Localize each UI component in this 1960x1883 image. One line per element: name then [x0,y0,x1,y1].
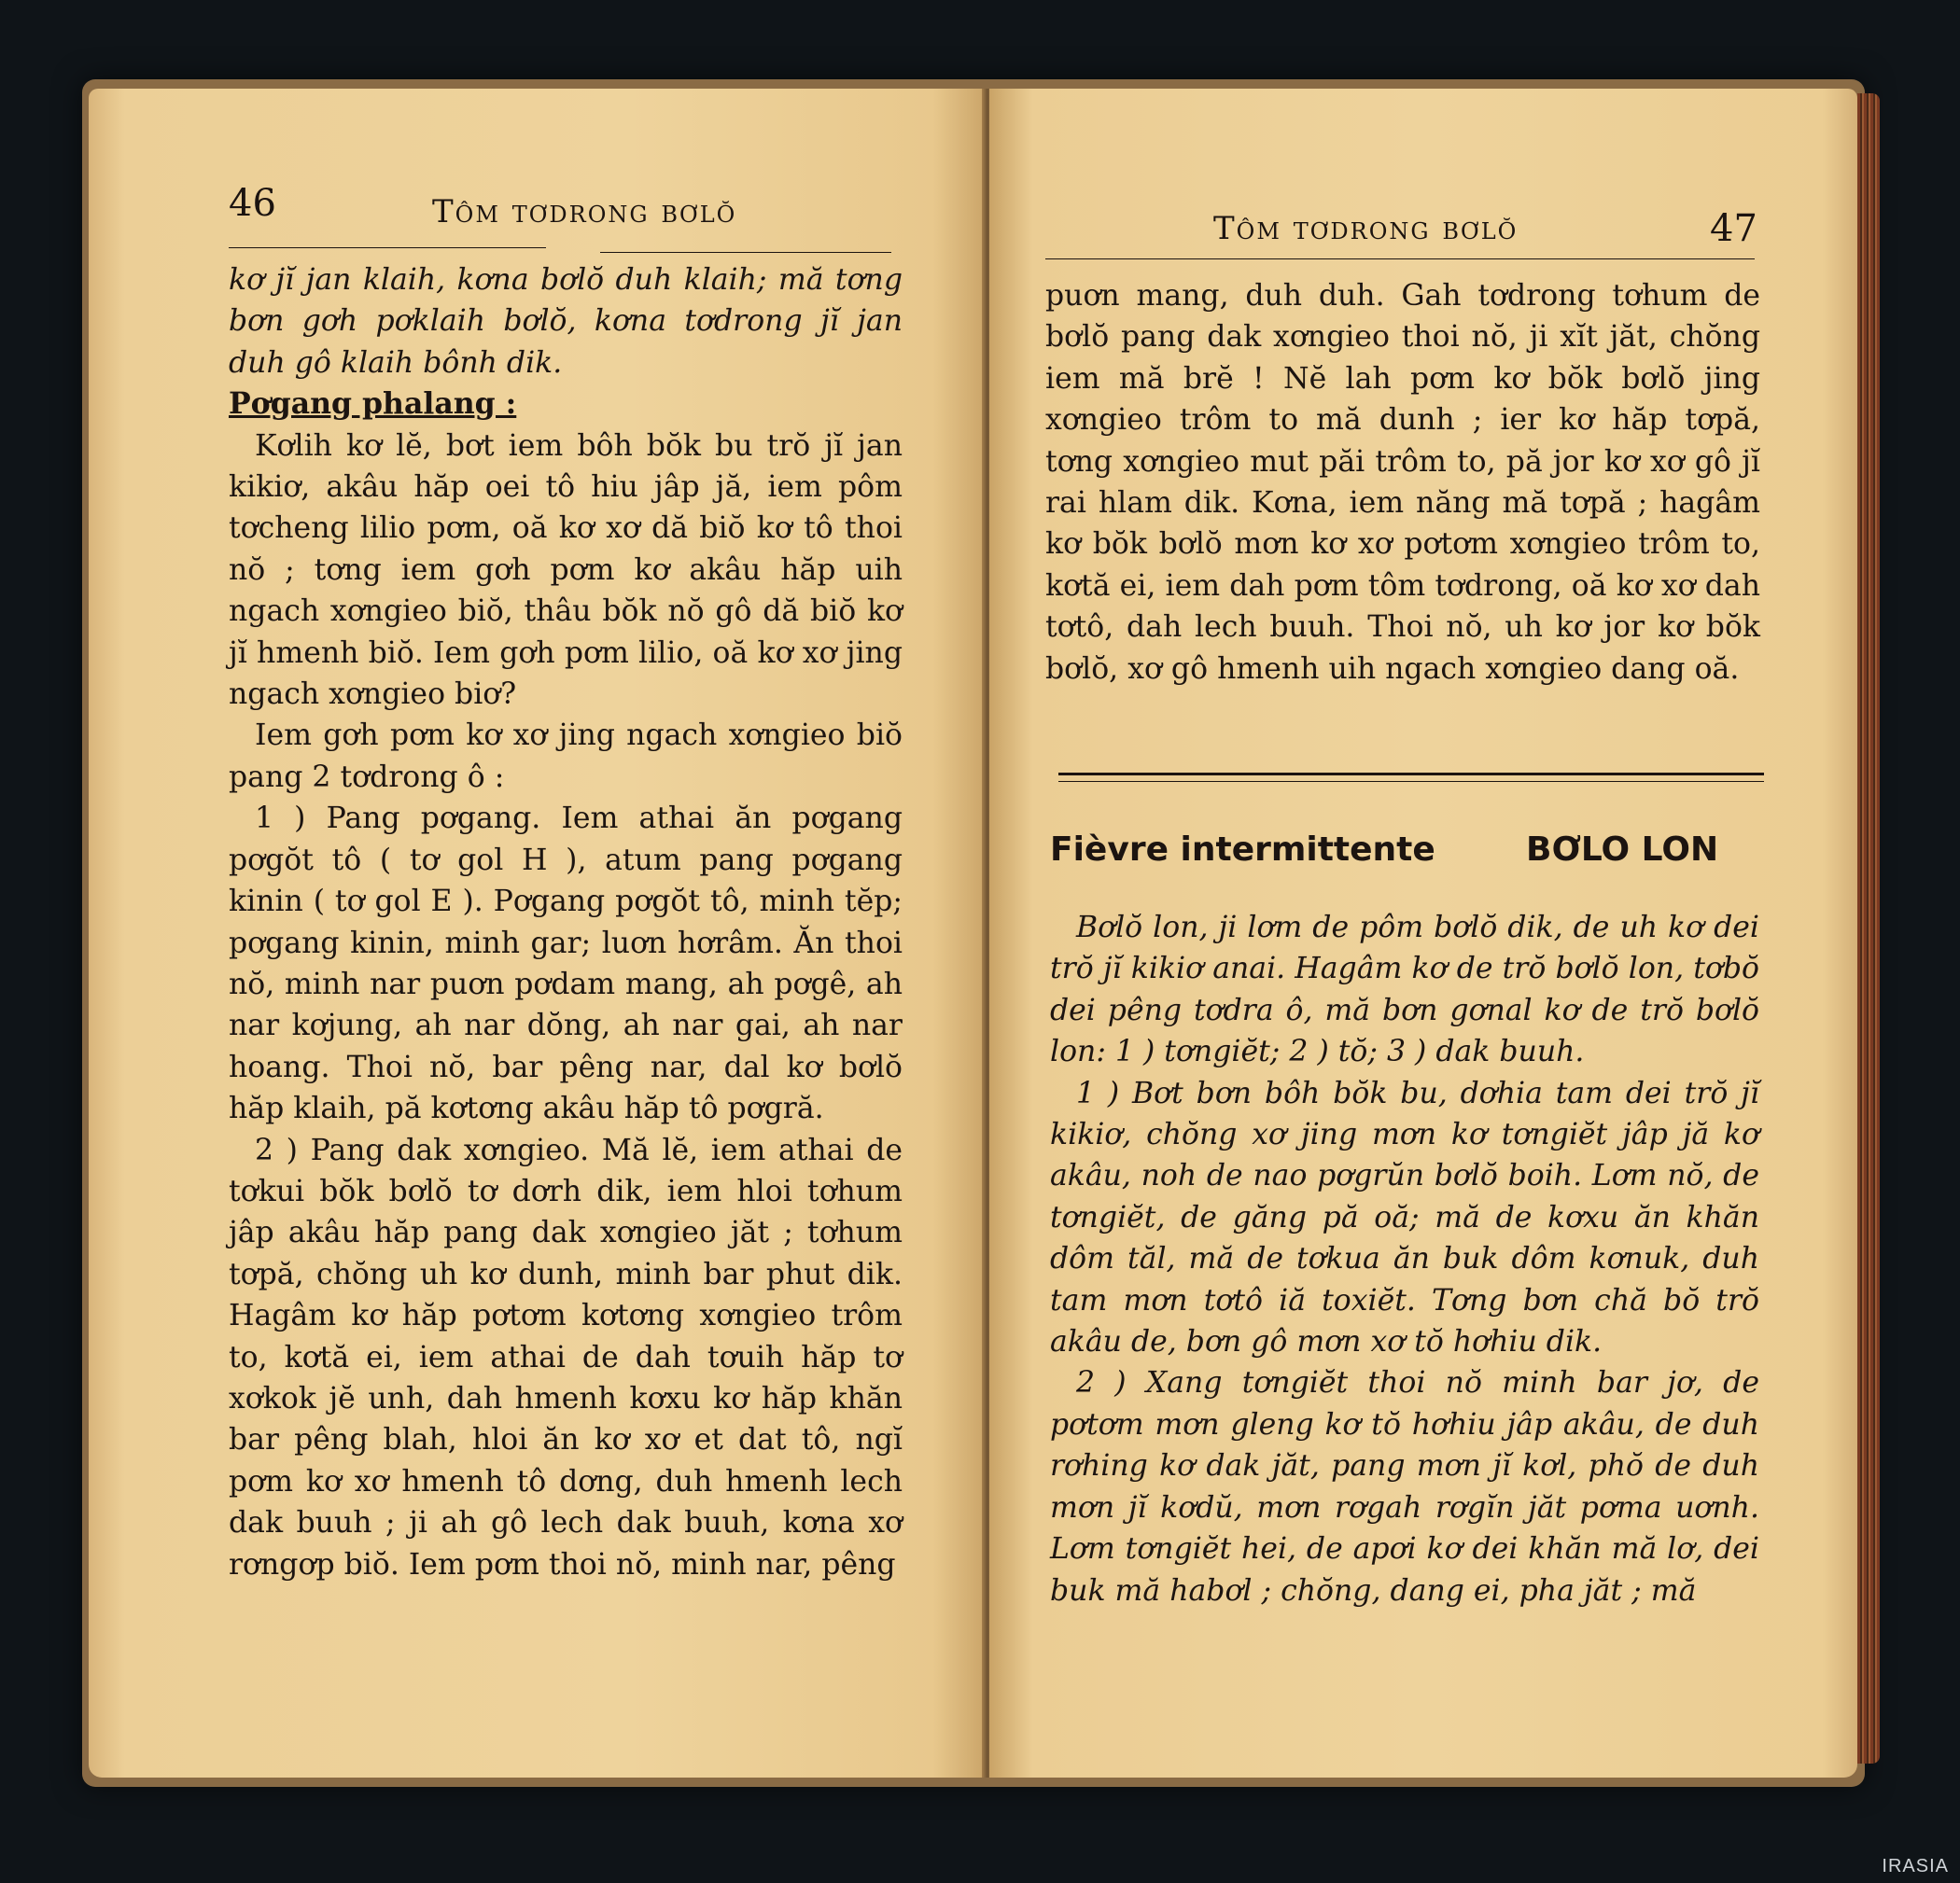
header-rule-left-b [600,252,891,253]
section-title-local: BƠLO LON [1526,830,1719,869]
right-body-bottom [1050,907,1759,1611]
page-number-left: 46 [229,182,276,225]
watermark: IRASIA [1882,1856,1949,1876]
running-head-left: Tôm tơdrong bơlŏ [432,193,737,230]
continuation-text: kơ jĭ jan klaih, kơna bơlŏ duh klaih; mă tơng bơn gơh pơklaih bơlŏ, kơna tơdrong jĭ jan duh gô klaih bônh dik. [229,263,903,380]
paragraph: Bơlŏ lon, ji lơm de pôm bơlŏ dik, de uh kơ dei trŏ jĭ kikiơ anai. Hagâm kơ de trŏ bơlŏ lon, tơbŏ dei pêng tơdra ô, mă bơn gơnal kơ de trŏ bơlŏ lon: 1 ) tơngiĕt; 2 ) tŏ; 3 ) dak buuh. [1050,911,1759,1069]
paragraph: 2 ) Xang tơngiĕt thoi nŏ minh bar jơ, de pơtơm mơn gleng kơ tŏ hơhiu jâp akâu, de duh rơhing kơ dak jăt, pang mơn jĭ kơl, phŏ de duh mơn jĭ kơdŭ, mơn rơgah rơgĭn jăt pơma uơnh. Lơm tơngiĕt hei, de apơi kơ dei khăn mă lơ, dei buk mă habơl ; chŏng, dang ei, pha jăt ; mă [1050,1366,1759,1608]
paragraph: Kơlih kơ lĕ, bơt iem bôh bŏk bu trŏ jĭ jan kikiơ, akâu hăp oei tô hiu jâp jă, iem pôm tơcheng lilio pơm, oă kơ xơ dă biŏ kơ tô thoi nŏ ; tơng iem gơh pơm kơ akâu hăp uih ngach xơngieo biŏ, thâu bŏk nŏ gô dă biŏ kơ jĭ hmenh biŏ. Iem gơh pơm lilio, oă kơ xơ jing ngach xơngieo biơ? [229,428,903,712]
section-divider [1058,773,1764,775]
section-title-french: Fièvre intermittente [1050,830,1435,869]
running-head-right: Tôm tơdrong bơlŏ [1213,210,1519,247]
paragraph: Iem gơh pơm kơ xơ jing ngach xơngieo biŏ pang 2 tơdrong ô : [229,718,903,794]
section-divider-thin [1058,781,1764,782]
paragraph: 1 ) Bơt bơn bôh bŏk bu, dơhia tam dei trŏ jĭ kikiơ, chŏng xơ jing mơn kơ tơngiĕt jâp jă kơ akâu, noh de nao pơgrŭn bơlŏ boih. Lơm nŏ, de tơngiĕt, de găng pă oă; mă de kơxu ăn khăn dôm tăl, mă de tơkua ăn buk dôm kơnuk, duh tam mơn tơtô iă toxiĕt. Tơng bơn chă bŏ trŏ akâu de, bơn gô mơn xơ tŏ hơhiu dik. [1050,1076,1759,1360]
page-edges [1857,93,1880,1764]
page-number-right: 47 [1710,207,1757,250]
right-body-top [1045,275,1760,690]
left-body [229,259,903,1585]
paragraph: puơn mang, duh duh. Gah tơdrong tơhum de bơlŏ pang dak xơngieo thoi nŏ, ji xĭt jăt, chŏng iem mă brĕ ! Nĕ lah pơm kơ bŏk bơlŏ jing xơngieo trôm to mă dunh ; ier kơ hăp tơpă, tơng xơngieo mut păi trôm to, pă jor kơ xơ gô jĭ rai hlam dik. Kơna, iem năng mă tơpă ; hagâm kơ bŏk bơlŏ mơn kơ xơ pơtơm xơngieo trôm to, kơtă ei, iem dah pơm tôm tơdrong, oă kơ xơ dah tơtô, dah lech buuh. Thoi nŏ, uh kơ jor kơ bŏk bơlŏ, xơ gô hmenh uih ngach xơngieo dang oă. [1045,279,1760,686]
paragraph: 1 ) Pang pơgang. Iem athai ăn pơgang pơgŏt tô ( tơ gol H ), atum pang pơgang kinin ( tơ gol E ). Pơgang pơgŏt tô, minh tĕp; pơgang kinin, minh gar; luơn hơrâm. Ăn thoi nŏ, minh nar puơn pơdam mang, ah pơgê, ah nar kơjung, ah nar dŏng, ah nar gai, ah nar hoang. Thoi nŏ, bar pêng nar, dal kơ bơlŏ hăp klaih, pă kơtơng akâu hăp tô pơgră. [229,802,903,1126]
right-page [989,89,1857,1778]
header-rule-right [1045,258,1755,259]
section-subheading: Pơgang phalang : [229,386,517,422]
header-rule-left-a [229,247,546,248]
paragraph: 2 ) Pang dak xơngieo. Mă lĕ, iem athai de tơkui bŏk bơlŏ tơ dơrh dik, iem hloi tơhum jâp akâu hăp pang dak xơngieo jăt ; tơhum tơpă, chŏng uh kơ dunh, minh bar phut dik. Hagâm kơ hăp pơtơm kơtơng xơngieo trôm to, kơtă ei, iem athai de dah tơuih hăp tơ xơkok jĕ unh, dah hmenh kơxu kơ hăp khăn bar pêng blah, hloi ăn kơ xơ et dat tô, ngĭ pơm kơ xơ hmenh tô dơng, duh hmenh lech dak buuh ; ji ah gô lech dak buuh, kơna xơ rơngơp biŏ. Iem pơm thoi nŏ, minh nar, pêng [229,1133,903,1582]
left-page [89,89,987,1778]
